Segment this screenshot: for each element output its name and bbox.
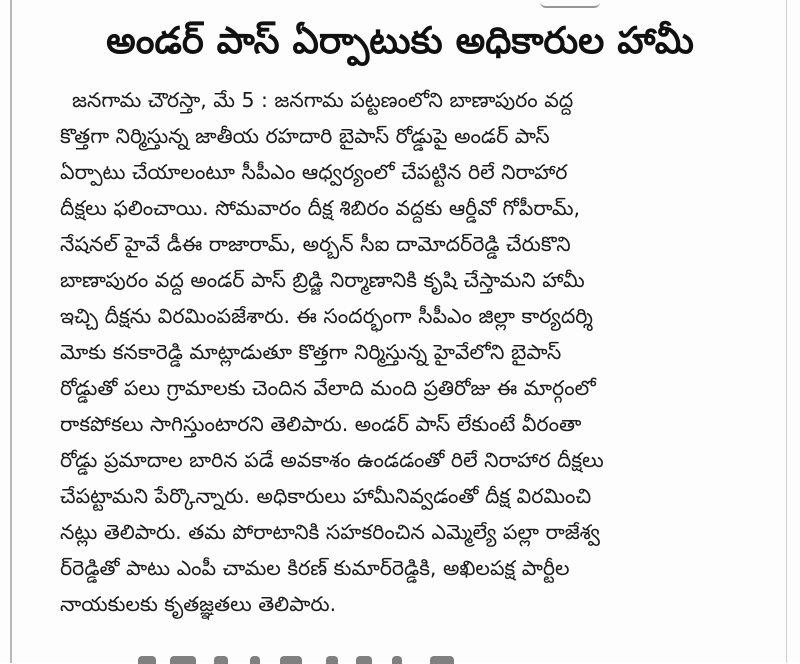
article-line: చేపట్టామని పేర్కొన్నారు. అధికారులు హామీనివ్వడంతో దీక్ష విరమించి [60, 484, 592, 508]
article-line: ర్‌రెడ్డితో పాటు ఎంపీ చామల కిరణ్ కుమార్‌రెడ్డికి, అఖిలపక్ష పార్టీల [60, 556, 570, 580]
next-article-fragment [130, 650, 470, 664]
article-line: దీక్షలు ఫలించాయి. సోమవారం దీక్ష శిబిరం వద్దకు ఆర్డీవో గోపీరామ్, [60, 196, 581, 220]
previous-article-fragment [540, 0, 600, 8]
article-line: బాణాపురం వద్ద అండర్ పాస్ బ్రిడ్జి నిర్మాణానికి కృషి చేస్తామని హామీ [60, 268, 585, 292]
column-rule-left [10, 0, 12, 663]
article-line: రోడ్డు ప్రమాదాల బారిన పడే అవకాశం ఉండడంతో రిలే నిరాహార దీక్షలు [60, 448, 604, 472]
article-line: నేషనల్ హైవే డీఈ రాజారామ్, అర్బన్ సీఐ దామోదర్‌రెడ్డి చేరుకొని [60, 232, 571, 256]
article-line: కొత్తగా నిర్మిస్తున్న జాతీయ రహదారి బైపాస్ రోడ్డుపై అండర్ పాస్ [60, 124, 550, 148]
article-headline: అండర్ పాస్ ఏర్పాటుకు అధికారుల హామీ [106, 19, 694, 62]
article-line: రాకపోకలు సాగిస్తుంటారని తెలిపారు. అండర్ పాస్ లేకుంటే వీరంతా [60, 412, 582, 436]
column-rule-right [786, 0, 787, 663]
article-line: నట్లు తెలిపారు. తమ పోరాటానికి సహకరించిన ఎమ్మెల్యే పల్లా రాజేశ్వ [60, 520, 600, 544]
article-line: జనగామ చౌరస్తా, మే 5 : జనగామ పట్టణంలోని బాణాపురం వద్ద [72, 88, 574, 112]
article-line: ఏర్పాటు చేయాలంటూ సీపీఎం ఆధ్వర్యంలో చేపట్టిన రిలే నిరాహార [60, 160, 568, 184]
article-line: ఇచ్చి దీక్షను విరమింపజేశారు. ఈ సందర్భంగా సీపీఎం జిల్లా కార్యదర్శి [60, 304, 593, 328]
article-line: నాయకులకు కృతజ్ఞతలు తెలిపారు. [60, 592, 337, 616]
article-line: రోడ్డుతో పలు గ్రామాలకు చెందిన వేలాది మంది ప్రతిరోజు ఈ మార్గంలో [60, 376, 596, 400]
article-body [60, 82, 768, 622]
article-line: మోకు కనకారెడ్డి మాట్లాడుతూ కొత్తగా నిర్మిస్తున్న హైవేలోని బైపాస్ [60, 340, 562, 364]
